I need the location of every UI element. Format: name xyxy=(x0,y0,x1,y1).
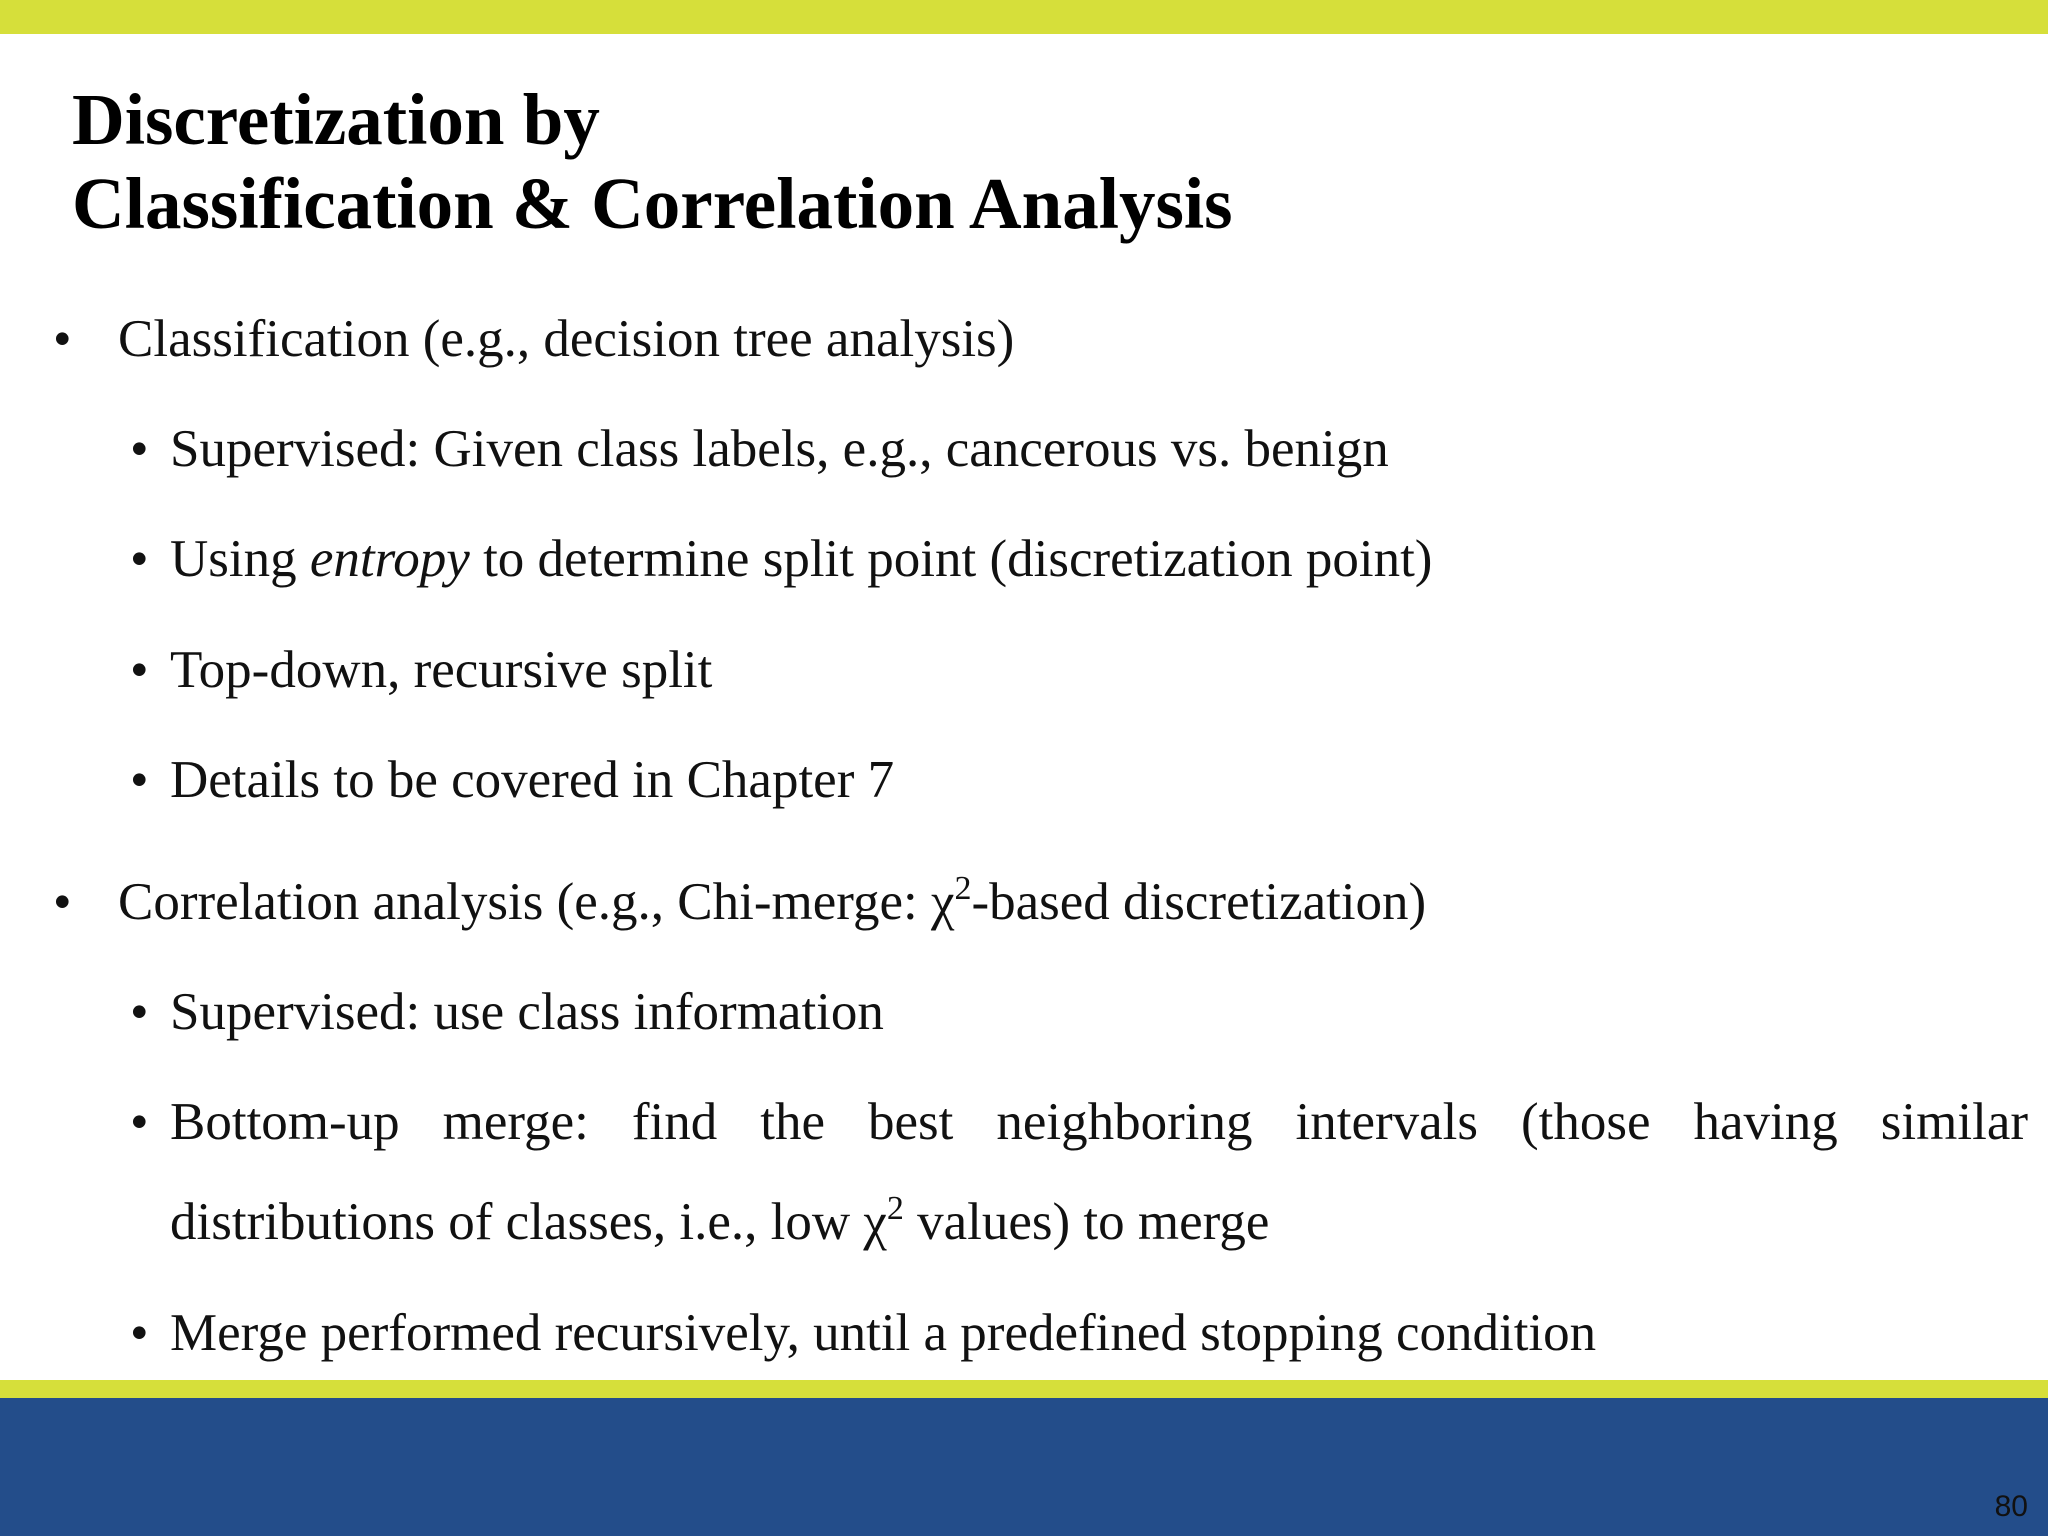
sub-bullet-top-down xyxy=(130,639,713,701)
page-number: 80 xyxy=(1994,1490,2028,1523)
bullet-icon: • xyxy=(130,751,149,809)
bullet-text-pre: Correlation analysis (e.g., Chi-merge: χ xyxy=(118,873,955,931)
bullet-icon: • xyxy=(130,530,149,588)
sub-bullet-recursive-merge xyxy=(130,1302,1597,1364)
bullet-text-pre: Bottom-up merge: find the best neighboring intervals (those having similar distributions of classes, i.e., low χ xyxy=(170,1093,2028,1251)
superscript: 2 xyxy=(886,1190,904,1227)
sub-bullet-bottom-up-merge xyxy=(130,1072,2028,1272)
bullet-icon: • xyxy=(130,983,149,1041)
slide-title-line-2: Classification & Correlation Analysis xyxy=(72,163,1233,244)
bullet-icon: • xyxy=(130,1304,149,1362)
sub-bullet-entropy xyxy=(130,528,1433,590)
bullet-text-post: to determine split point (discretization point) xyxy=(469,530,1433,588)
bullet-text-post: -based discretization) xyxy=(971,873,1427,931)
sub-bullet-class-info xyxy=(130,981,884,1043)
bullet-text-post: values) to merge xyxy=(903,1193,1270,1251)
bullet-text-pre: Using xyxy=(170,530,310,588)
bullet-text: Supervised: Given class labels, e.g., cancerous vs. benign xyxy=(170,420,1389,478)
sub-bullet-chapter xyxy=(130,749,895,811)
bullet-text: Top-down, recursive split xyxy=(170,641,713,699)
sub-bullet-supervised xyxy=(130,418,1389,480)
bullet-text: Supervised: use class information xyxy=(170,983,884,1041)
bullet-text-emphasis: entropy xyxy=(309,530,470,588)
bullet-correlation-analysis xyxy=(53,870,1427,933)
bullet-icon: • xyxy=(53,310,72,368)
bullet-text: Classification (e.g., decision tree analysis) xyxy=(118,310,1015,368)
bullet-icon: • xyxy=(130,420,149,478)
bullet-classification xyxy=(53,308,1015,370)
bullet-icon: • xyxy=(130,1093,149,1151)
bullet-icon: • xyxy=(53,873,72,931)
bullet-text: Merge performed recursively, until a predefined stopping condition xyxy=(170,1304,1597,1362)
superscript: 2 xyxy=(954,870,972,907)
bullet-icon: • xyxy=(130,641,149,699)
footer-band xyxy=(0,1398,2048,1536)
bullet-text: Details to be covered in Chapter 7 xyxy=(170,751,895,809)
bottom-accent-band xyxy=(0,1380,2048,1398)
slide-title-line-1: Discretization by xyxy=(72,79,600,160)
